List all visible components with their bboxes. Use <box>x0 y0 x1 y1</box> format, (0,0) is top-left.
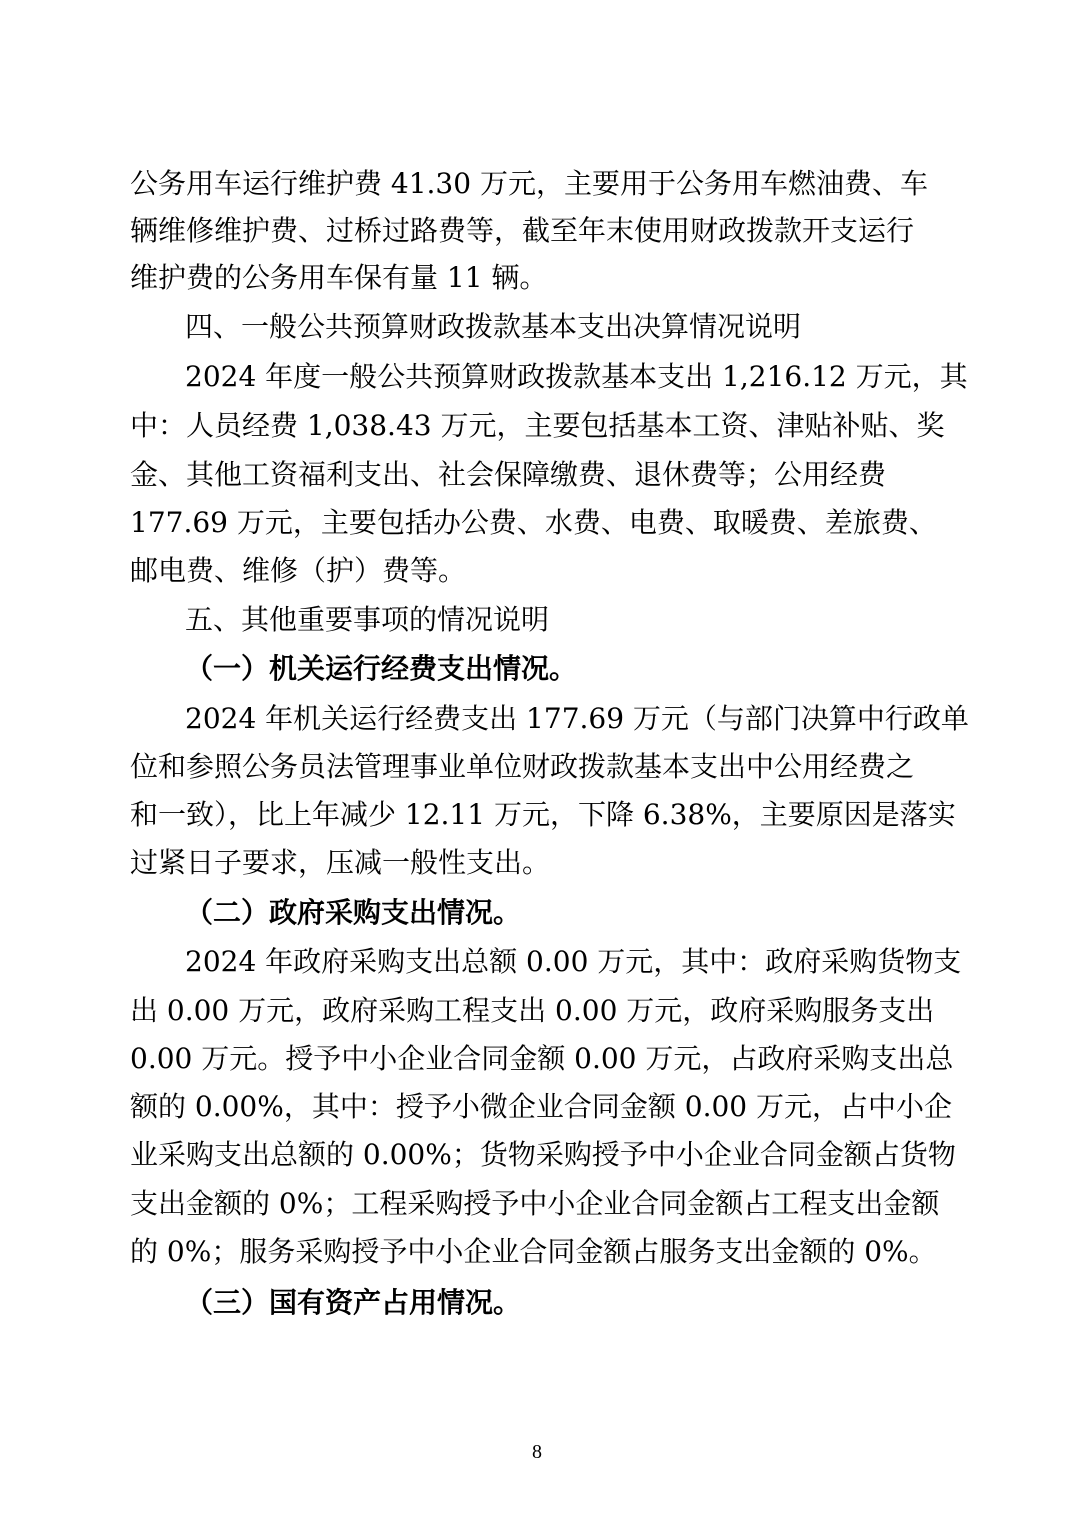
body-text-line <box>0 839 1074 887</box>
body-text-line <box>0 1131 1074 1179</box>
body-text-line <box>0 938 1074 986</box>
line-text: 出 0.00 万元，政府采购工程支出 0.00 万元，政府采购服务支出 <box>130 994 935 1027</box>
body-text-line <box>0 987 1074 1035</box>
line-text: 辆维修维护费、过桥过路费等，截至年末使用财政拨款开支运行 <box>130 214 915 247</box>
line-text: 中：人员经费 1,038.43 万元，主要包括基本工资、津贴补贴、奖 <box>130 409 945 442</box>
body-text-line <box>0 451 1074 499</box>
line-text: 的 0%；服务采购授予中小企业合同金额占服务支出金额的 0%。 <box>130 1235 937 1268</box>
body-text-line <box>0 1228 1074 1276</box>
line-text: 邮电费、维修（护）费等。 <box>130 554 467 587</box>
line-text: 177.69 万元，主要包括办公费、水费、电费、取暖费、差旅费、 <box>130 506 937 539</box>
subsection-heading-text: （一）机关运行经费支出情况。 <box>185 652 578 685</box>
line-text: 公务用车运行维护费 41.30 万元，主要用于公务用车燃油费、车 <box>130 167 928 200</box>
page-number: 8 <box>532 1441 542 1463</box>
line-text: 2024 年机关运行经费支出 177.69 万元（与部门决算中行政单 <box>185 702 969 735</box>
line-text: 0.00 万元。授予中小企业合同金额 0.00 万元，占政府采购支出总 <box>130 1042 954 1075</box>
section-heading-text: 四、一般公共预算财政拨款基本支出决算情况说明 <box>185 310 802 343</box>
line-text: 金、其他工资福利支出、社会保障缴费、退休费等；公用经费 <box>130 458 887 491</box>
line-text: 2024 年政府采购支出总额 0.00 万元，其中：政府采购货物支 <box>185 945 962 978</box>
subsection-heading-3 <box>0 1279 1074 1327</box>
section-heading-text: 五、其他重要事项的情况说明 <box>185 603 550 636</box>
subsection-heading-1 <box>0 645 1074 693</box>
body-text-line <box>0 160 1074 208</box>
body-text-line <box>0 743 1074 791</box>
line-text: 支出金额的 0%；工程采购授予中小企业合同金额占工程支出金额 <box>130 1187 940 1220</box>
body-text-line <box>0 695 1074 743</box>
body-text-line <box>0 1035 1074 1083</box>
line-text: 额的 0.00%，其中：授予小微企业合同金额 0.00 万元，占中小企 <box>130 1090 952 1123</box>
body-text-line <box>0 402 1074 450</box>
line-text: 过紧日子要求，压减一般性支出。 <box>130 846 551 879</box>
body-text-line <box>0 1083 1074 1131</box>
body-text-line <box>0 353 1074 401</box>
section-heading-5 <box>0 596 1074 644</box>
line-text: 2024 年度一般公共预算财政拨款基本支出 1,216.12 万元，其 <box>185 360 968 393</box>
body-text-line <box>0 547 1074 595</box>
body-text-line <box>0 1180 1074 1228</box>
body-text-line <box>0 791 1074 839</box>
section-heading-4 <box>0 303 1074 351</box>
subsection-heading-text: （三）国有资产占用情况。 <box>185 1286 522 1319</box>
body-text-line <box>0 207 1074 255</box>
body-text-line <box>0 499 1074 547</box>
line-text: 位和参照公务员法管理事业单位财政拨款基本支出中公用经费之 <box>130 750 915 783</box>
subsection-heading-2 <box>0 889 1074 937</box>
line-text: 业采购支出总额的 0.00%；货物采购授予中小企业合同金额占货物 <box>130 1138 956 1171</box>
body-text-line <box>0 254 1074 302</box>
line-text: 维护费的公务用车保有量 11 辆。 <box>130 261 548 294</box>
line-text: 和一致），比上年减少 12.11 万元，下降 6.38%，主要原因是落实 <box>130 798 956 831</box>
subsection-heading-text: （二）政府采购支出情况。 <box>185 896 522 929</box>
